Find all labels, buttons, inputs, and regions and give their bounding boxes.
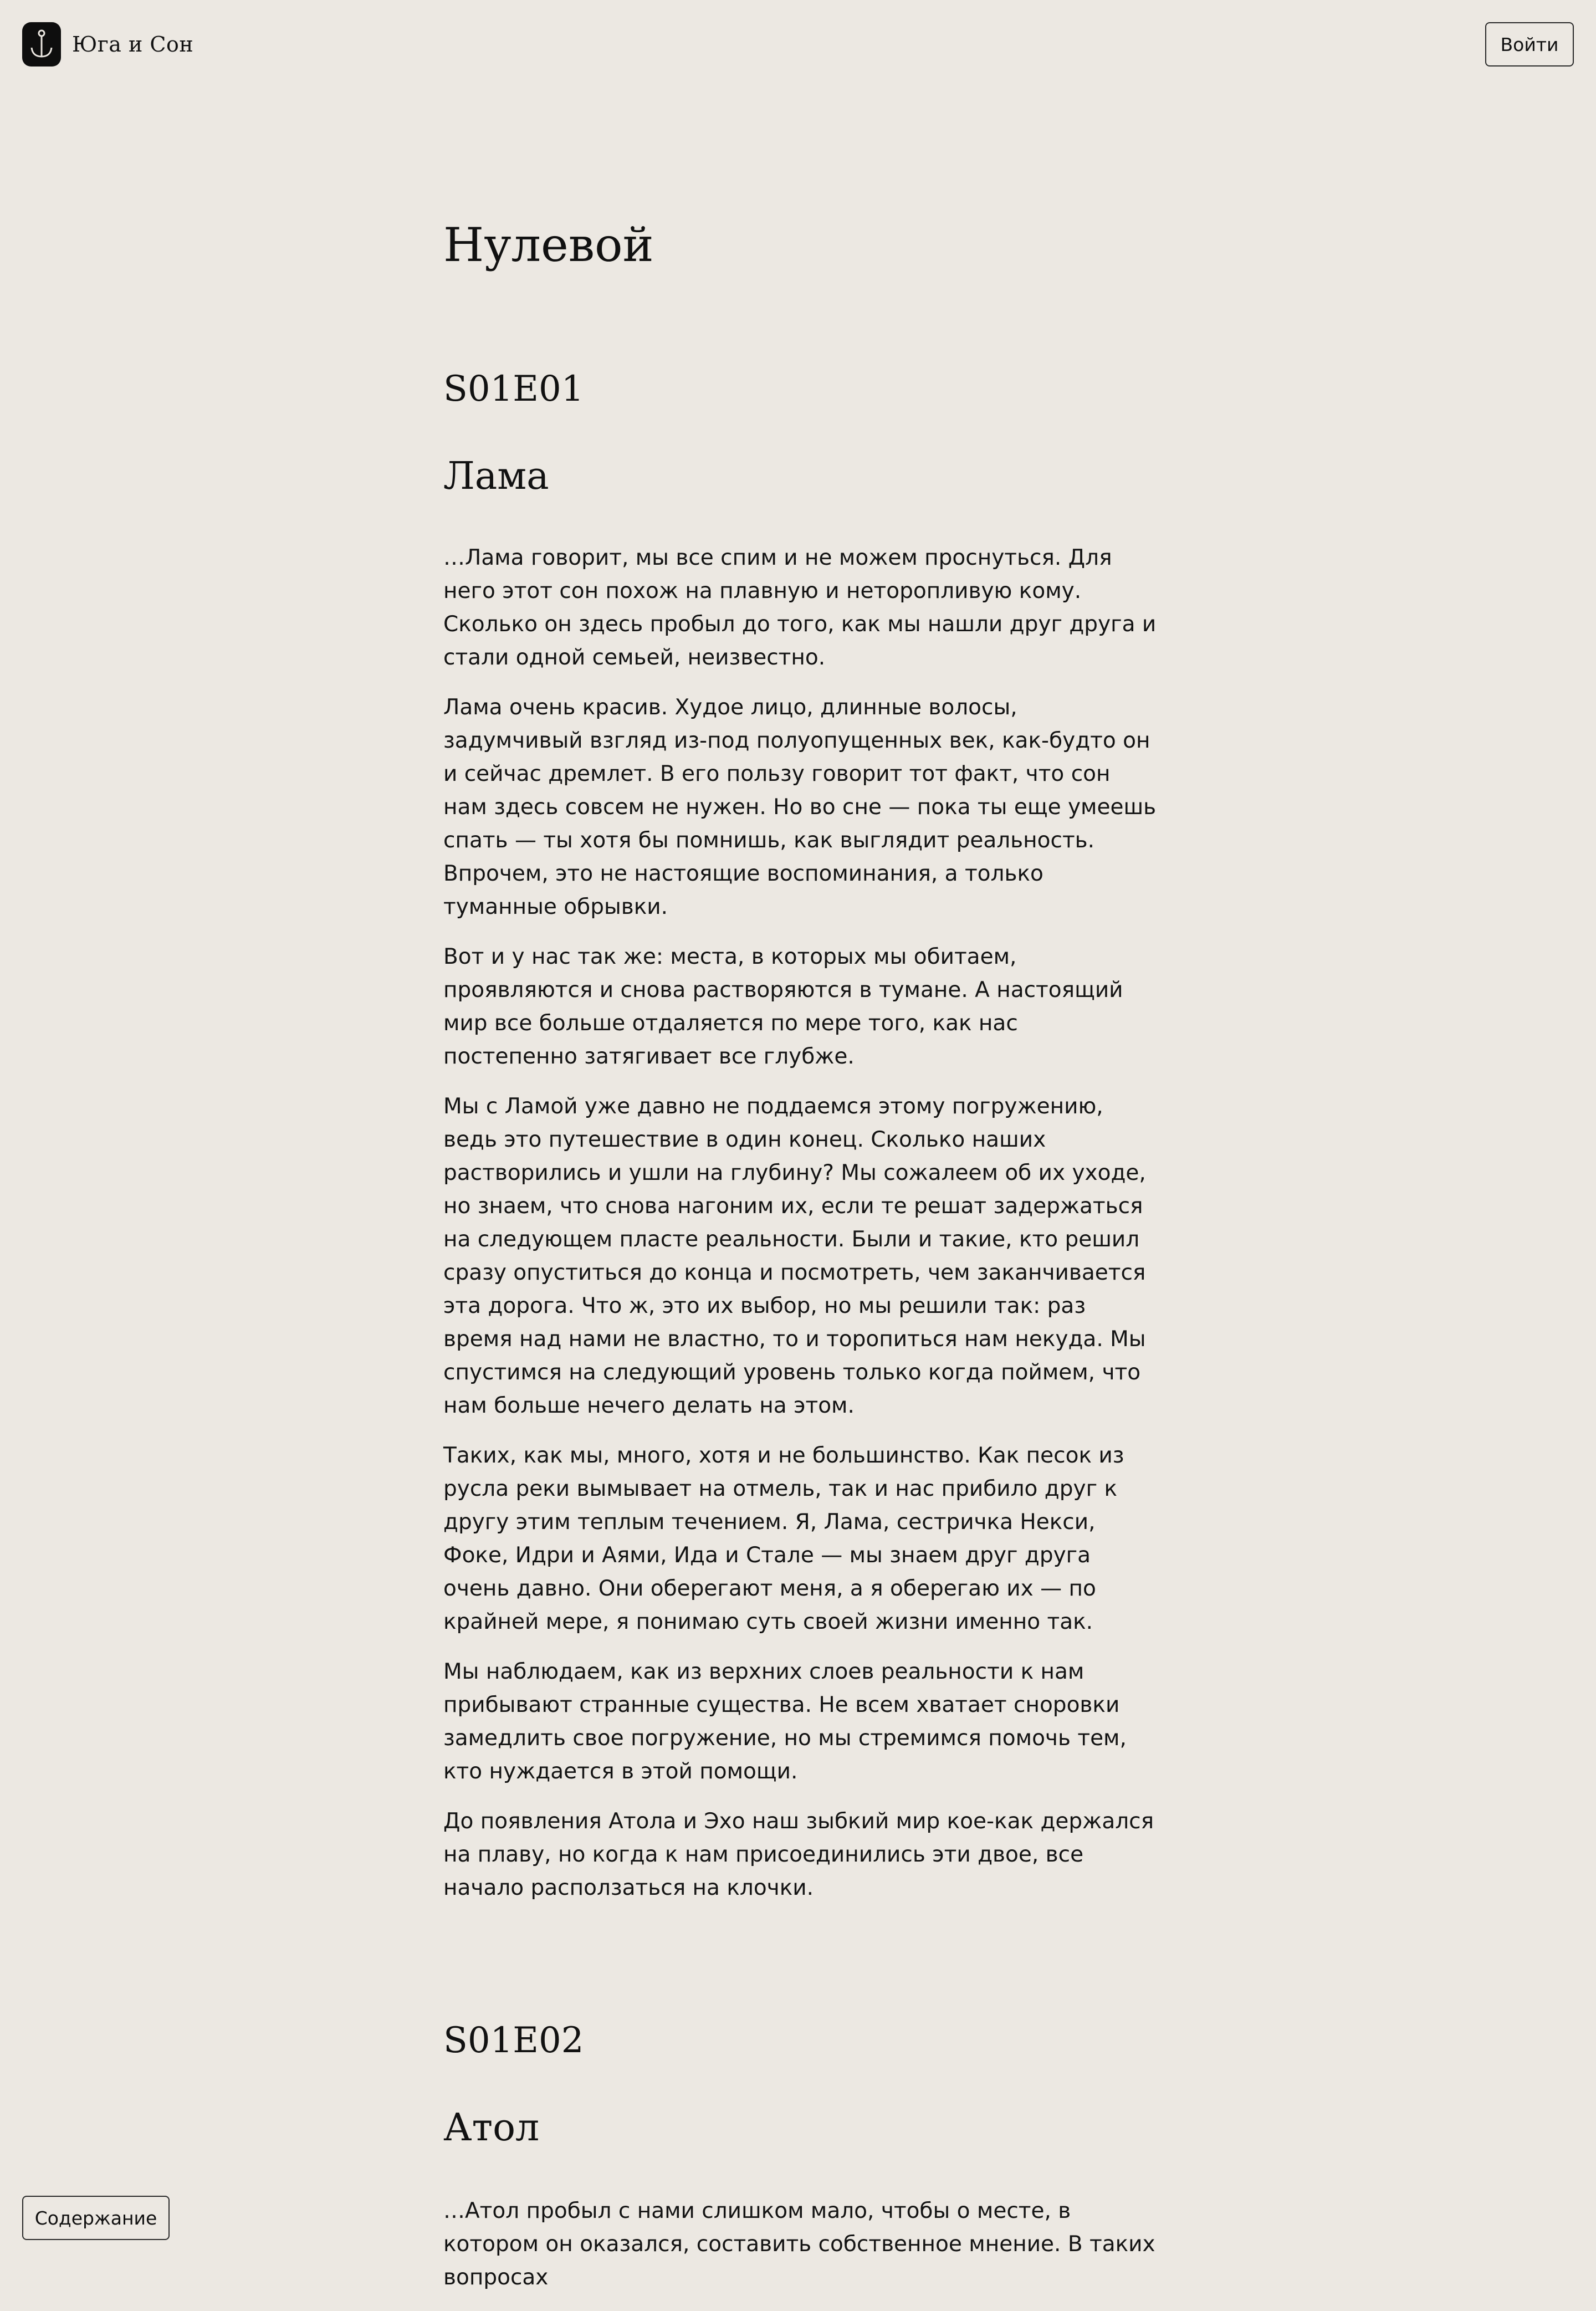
episode-text [443, 541, 1158, 1921]
episode-code: S01E01 [443, 369, 584, 410]
paragraph: Вот и у нас так же: места, в которых мы обитаем, проявляются и снова растворяются в тумане. А настоящий мир все больше отдаляется по мере того, как нас постепенно затягивает все глубже. [443, 944, 1123, 1069]
episode-code: S01E02 [443, 2020, 584, 2061]
part-title: Нулевой [443, 218, 654, 272]
login-button[interactable]: Войти [1485, 22, 1574, 67]
episode-text [443, 2195, 1158, 2311]
paragraph: …Лама говорит, мы все спим и не можем проснуться. Для него этот сон похож на плавную и неторопливую кому. Сколько он здесь пробыл до того, как мы нашли друг друга и стали одной семьей, неизвестно. [443, 545, 1157, 670]
brand-name: Юга и Сон [72, 32, 194, 57]
paragraph: Мы с Ламой уже давно не поддаемся этому погружению, ведь это путешествие в один конец. Сколько наших растворились и ушли на глубину? Мы сожалеем об их уходе, но знаем, что снова нагоним их, если те решат задержаться на следующем пласте реальности. Были и такие, кто решил сразу опуститься до конца и посмотреть, чем заканчивается эта дорога. Что ж, это их выбор, но мы решили так: раз время над нами не властно, то и торопиться нам некуда. Мы спустимся на следующий уровень только когда поймем, что нам больше нечего делать на этом. [443, 1094, 1146, 1418]
paragraph: Мы наблюдаем, как из верхних слоев реальности к нам прибывают странные существа. Не всем хватает сноровки замедлить свое погружение, но мы стремимся помочь тем, кто нуждается в этой помощи. [443, 1659, 1127, 1784]
paragraph: До появления Атола и Эхо наш зыбкий мир кое-как держался на плаву, но когда к нам присоединились эти двое, все начало расползаться на клочки. [443, 1809, 1154, 1900]
paragraph: Лама очень красив. Худое лицо, длинные волосы, задумчивый взгляд из-под полуопущенных век, как-будто он и сейчас дремлет. В его пользу говорит тот факт, что сон нам здесь совсем не нужен. Но во сне — пока ты еще умеешь спать — ты хотя бы помнишь, как выглядит реальность. Впрочем, это не настоящие воспоминания, а только туманные обрывки. [443, 695, 1157, 919]
table-of-contents-button[interactable]: Содержание [22, 2196, 170, 2240]
episode-title: Лама [443, 454, 549, 498]
anchor-icon [22, 22, 61, 67]
episode-title: Атол [443, 2106, 540, 2150]
brand-link[interactable] [22, 22, 193, 67]
top-bar [0, 0, 1596, 89]
paragraph: …Атол пробыл с нами слишком мало, чтобы о месте, в котором он оказался, составить собственное мнение. В таких вопросах [443, 2198, 1155, 2290]
paragraph: Таких, как мы, много, хотя и не большинство. Как песок из русла реки вымывает на отмель, так и нас прибило друг к другу этим теплым течением. Я, Лама, сестричка Некси, Фоке, Идри и Аями, Ида и Стале — мы знаем друг друга очень давно. Они оберегают меня, а я оберегаю их — по крайней мере, я понимаю суть своей жизни именно так. [443, 1443, 1124, 1634]
